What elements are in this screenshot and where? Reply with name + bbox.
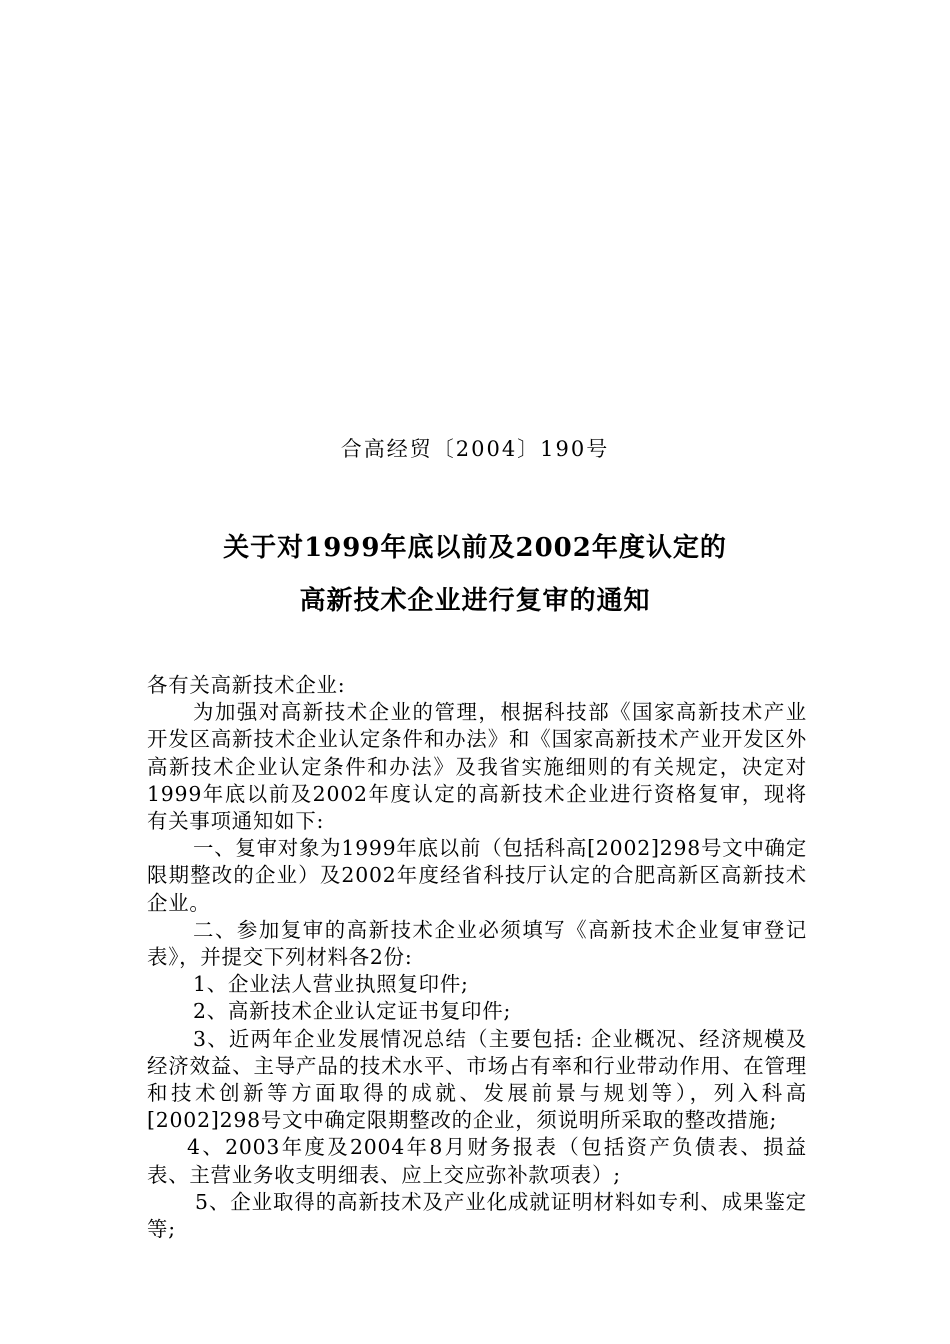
list-item-5: 5、企业取得的高新技术及产业化成就证明材料如专利、成果鉴定等; — [147, 1189, 807, 1242]
list-item-4: 4、2003年度及2004年8月财务报表（包括资产负债表、损益表、主营业务收支明细表、应上交应弥补款项表）; — [147, 1135, 807, 1187]
list-item-2: 2、高新技术企业认定证书复印件; — [193, 999, 512, 1024]
document-title-line-2: 高新技术企业进行复审的通知 — [299, 586, 651, 616]
paragraph-section-1: 一、复审对象为1999年底以前（包括科高[2002]298号文中确定限期整改的企业）及2002年度经省科技厅认定的合肥高新区高新技术企业。 — [147, 836, 808, 915]
list-item-1: 1、企业法人营业执照复印件; — [193, 972, 469, 997]
list-item-3: 3、近两年企业发展情况总结（主要包括: 企业概况、经济规模及经济效益、主导产品的技术水平、市场占有率和行业带动作用、在管理和技术创新等方面取得的成就、发展前景与规划等），列入科高[2002]298号文中确定限期整改的企业，须说明所采取的整改措施; — [147, 1026, 807, 1133]
paragraph-intro: 为加强对高新技术企业的管理，根据科技部《国家高新技术产业开发区高新技术企业认定条件和办法》和《国家高新技术产业开发区外高新技术企业认定条件和办法》及我省实施细则的有关规定，决定对1999年底以前及2002年度认定的高新技术企业进行资格复审，现将有关事项通知如下: — [147, 700, 807, 834]
salutation: 各有关高新技术企业: — [147, 673, 346, 697]
document-body — [147, 672, 807, 1243]
document-number: 合高经贸〔2004〕190号 — [340, 437, 610, 461]
document-title-line-1: 关于对1999年底以前及2002年度认定的 — [223, 533, 727, 563]
paragraph-section-2: 二、参加复审的高新技术企业必须填写《高新技术企业复审登记表》，并提交下列材料各2份: — [147, 917, 807, 970]
